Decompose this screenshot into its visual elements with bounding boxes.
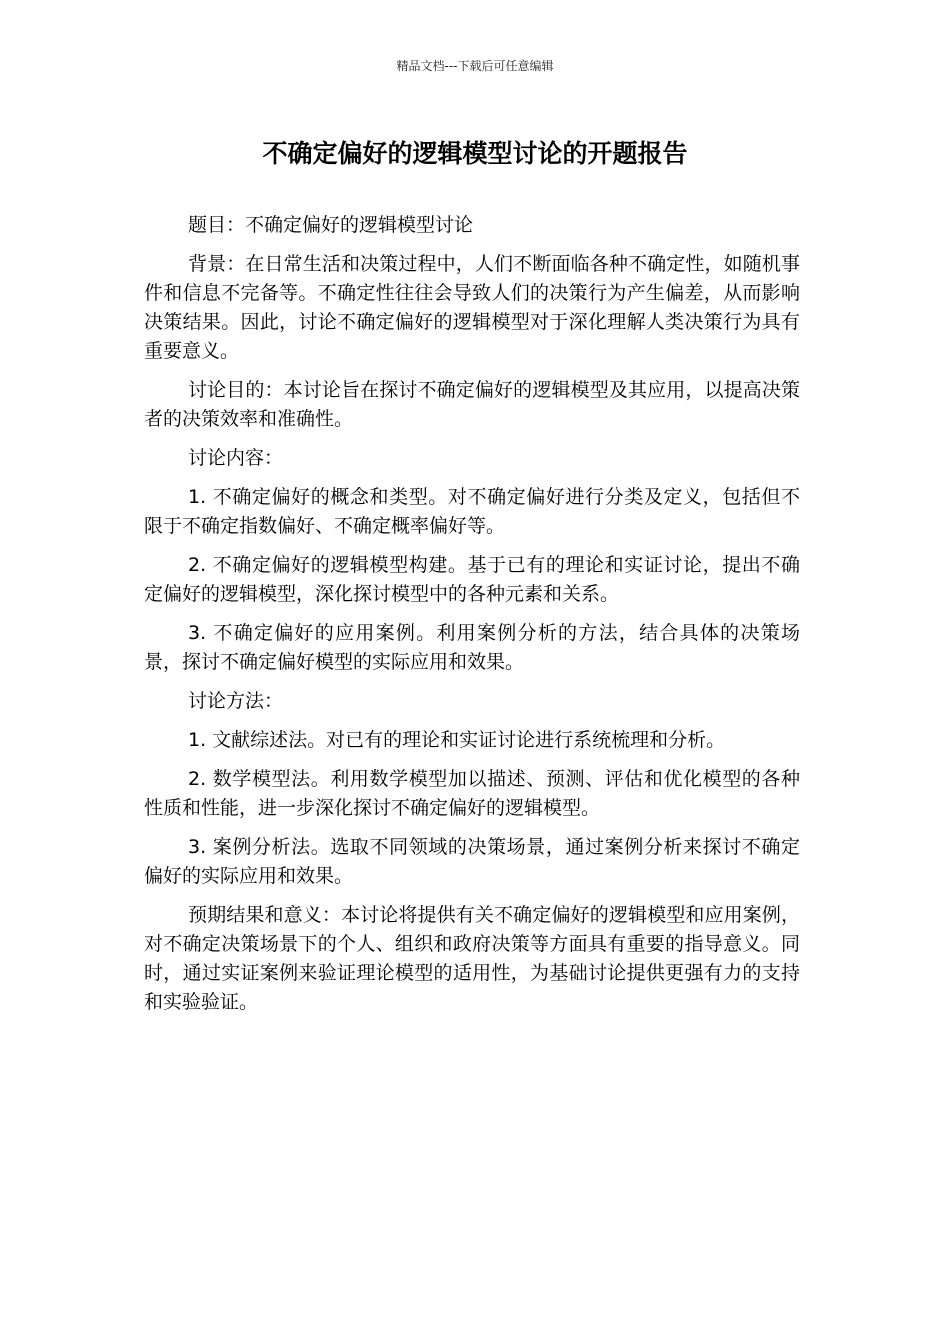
paragraph-topic: 题目：不确定偏好的逻辑模型讨论 (188, 214, 474, 236)
document-body (144, 211, 800, 1027)
paragraph-method-heading: 讨论方法： (188, 690, 284, 712)
page-header-note: 精品文档---下载后可任意编辑 (396, 59, 554, 73)
paragraph-content-item-1: 1. 不确定偏好的概念和类型。对不确定偏好进行分类及定义，包括但不限于不确定指数偏好、不确定概率偏好等。 (144, 486, 800, 537)
paragraph-method-item-1: 1. 文献综述法。对已有的理论和实证讨论进行系统梳理和分析。 (188, 729, 726, 751)
paragraph-content-item-3: 3. 不确定偏好的应用案例。利用案例分析的方法，结合具体的决策场景，探讨不确定偏好模型的实际应用和效果。 (144, 622, 800, 673)
paragraph-method-item-2: 2. 数学模型法。利用数学模型加以描述、预测、评估和优化模型的各种性质和性能，进一步深化探讨不确定偏好的逻辑模型。 (144, 768, 800, 819)
paragraph-purpose: 讨论目的：本讨论旨在探讨不确定偏好的逻辑模型及其应用，以提高决策者的决策效率和准确性。 (144, 379, 800, 430)
paragraph-content-heading: 讨论内容： (188, 447, 284, 469)
paragraph-content-item-2: 2. 不确定偏好的逻辑模型构建。基于已有的理论和实证讨论，提出不确定偏好的逻辑模型，深化探讨模型中的各种元素和关系。 (144, 554, 800, 605)
document-title: 不确定偏好的逻辑模型讨论的开题报告 (262, 139, 688, 168)
paragraph-background: 背景：在日常生活和决策过程中，人们不断面临各种不确定性，如随机事件和信息不完备等。不确定性往往会导致人们的决策行为产生偏差，从而影响决策结果。因此，讨论不确定偏好的逻辑模型对于深化理解人类决策行为具有重要意义。 (144, 253, 800, 362)
paragraph-method-item-3: 3. 案例分析法。选取不同领域的决策场景，通过案例分析来探讨不确定偏好的实际应用和效果。 (144, 836, 800, 887)
paragraph-expected-results: 预期结果和意义：本讨论将提供有关不确定偏好的逻辑模型和应用案例，对不确定决策场景下的个人、组织和政府决策等方面具有重要的指导意义。同时，通过实证案例来验证理论模型的适用性，为基础讨论提供更强有力的支持和实验验证。 (144, 904, 800, 1013)
